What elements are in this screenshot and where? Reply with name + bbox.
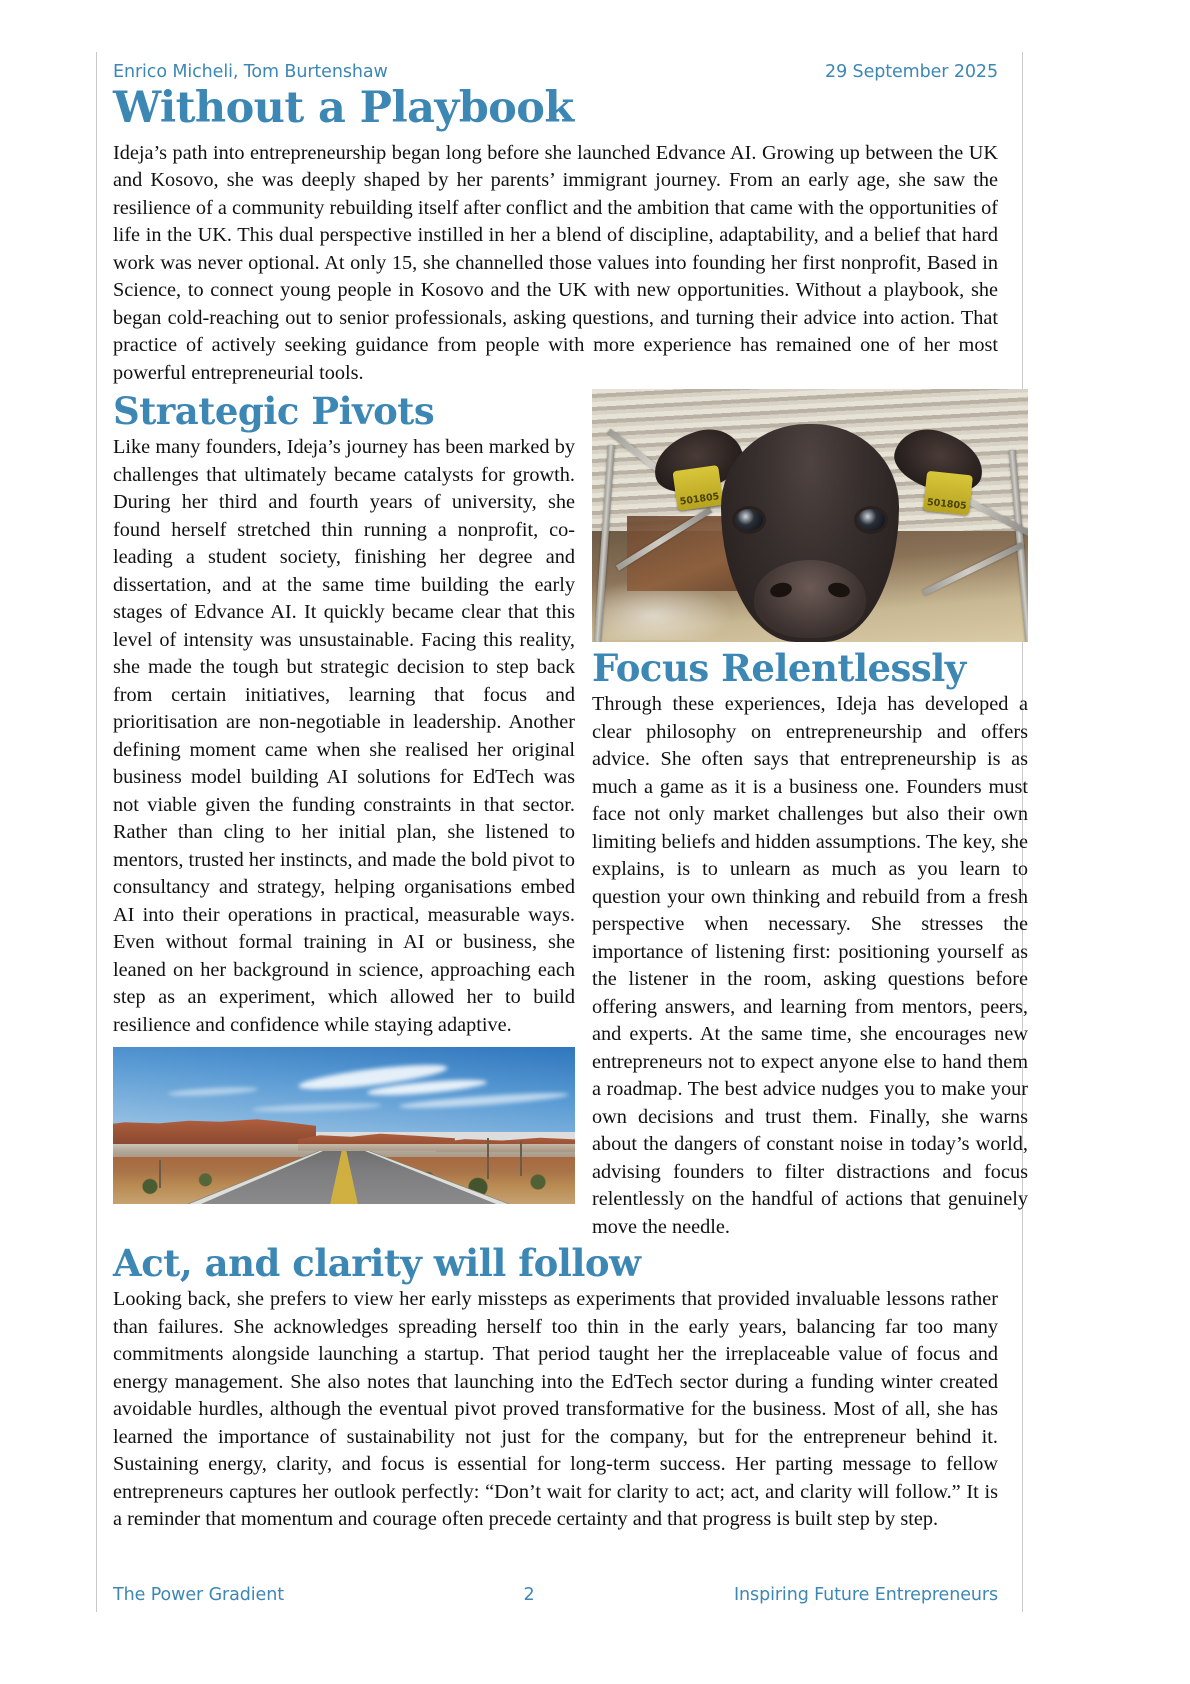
utility-pole (159, 1160, 161, 1188)
running-head-date: 29 September 2025 (825, 62, 998, 82)
footer-publication-name: The Power Gradient (113, 1585, 284, 1605)
calf-nostril-left (768, 581, 792, 599)
footer-tagline: Inspiring Future Entrepreneurs (734, 1585, 998, 1605)
calf-portrait-figure (592, 389, 1028, 642)
section-body-act-and-clarity: Looking back, she prefers to view her early missteps as experiments that provided invaluable lessons rather than failures. She acknowledges spreading herself too thin in the early years, balancing far too many commitments alongside launching a startup. That period taught her the irreplaceable value of focus and energy management. She also notes that launching into the EdTech sector during a funding winter created avoidable hurdles, although the eventual pivot proved transformative for the business. Most of all, she has learned the importance of sustainability not just for the company, but for the entrepreneur behind it. Sustaining energy, clarity, and focus is essential for long-term success. Her parting message to fellow entrepreneurs captures her outlook perfectly: “Don’t wait for clarity to act; act, and clarity will follow.” It is a reminder that momentum and courage often precede certainty and that progress is built step by step. (113, 1288, 998, 1531)
utility-pole (520, 1141, 522, 1176)
calf-muzzle (754, 560, 866, 638)
calf-eye-right (857, 509, 885, 531)
section-body-focus-relentlessly: Through these experiences, Ideja has developed a clear philosophy on entrepreneurship and offers advice. She often says that entrepreneurship is as much a game as it is a business one. Founders must face not only market challenges but also their own limiting beliefs and hidden assumptions. The key, she explains, is to unlearn as much as you learn to question your own thinking and rebuild from a fresh perspective when necessary. She stresses the importance of listening first: positioning yourself as the listener in the room, asking questions before offering answers, and learning from mentors, peers, and experts. At the same time, she encourages new entrepreneurs not to expect anyone else to hand them a roadmap. The best advice nudges you to make your own decisions and trust them. Finally, she warns about the dangers of constant noise in today’s world, advising founders to filter distractions and focus relentlessly on the handful of actions that genuinely move the needle. (592, 693, 1028, 1238)
utility-pole (487, 1138, 489, 1179)
running-head-authors: Enrico Micheli, Tom Burtenshaw (113, 62, 388, 82)
article-title: Without a Playbook (113, 83, 574, 133)
section-heading-act-and-clarity: Act, and clarity will follow (113, 1241, 641, 1286)
calf-nostril-right (827, 581, 851, 599)
left-column (113, 389, 575, 1241)
left-margin-rule (96, 52, 97, 1612)
desert-road-figure (113, 1047, 575, 1204)
two-column-band (113, 389, 1028, 1241)
footer-page-number: 2 (523, 1585, 535, 1605)
calf-head (721, 424, 899, 642)
right-column (592, 389, 1028, 1241)
article-intro-paragraph: Ideja’s path into entrepreneurship began long before she launched Edvance AI. Growing up between the UK and Kosovo, she was deeply shaped by her parents’ immigrant journey. From an early age, she saw the resilience of a community rebuilding itself after conflict and the ambition that came with the opportunities of life in the UK. This dual perspective instilled in her a blend of discipline, adaptability, and a belief that hard work was never optional. At only 15, she channelled those values into founding her first nonprofit, Based in Science, to connect young people in Kosovo and the UK with new opportunities. Without a playbook, she began cold-reaching out to senior professionals, asking questions, and turning their advice into action. That practice of actively seeking guidance from people with more experience has remained one of her most powerful entrepreneurial tools. (113, 141, 998, 384)
page-content (113, 62, 1028, 1534)
running-head (113, 62, 998, 82)
mesa-ridge (113, 1119, 316, 1144)
section-body-strategic-pivots: Like many founders, Ideja’s journey has been marked by challenges that ultimately became catalysts for growth. During her third and fourth years of university, she found herself stretched thin running a nonprofit, co-leading a student society, finishing her degree and dissertation, and at the same time building the early stages of Edvance AI. It quickly became clear that this level of intensity was unsustainable. Facing this reality, she made the tough but strategic decision to step back from certain initiatives, learning that focus and prioritisation are non-negotiable in leadership. Another defining moment came when she realised her original business model building AI solutions for EdTech was not viable given the funding constraints in that sector. Rather than cling to her initial plan, she listened to mentors, trusted her instincts, and made the bold pivot to consultancy and strategy, helping organisations embed AI into their operations in practical, measurable ways. Even without formal training in AI or business, she leaned on her background in science, approaching each step as an experiment, which allowed her to build resilience and confidence while staying adaptive. (113, 436, 575, 1036)
ear-tag-right: 501805 (923, 470, 973, 515)
ear-tag-left: 501805 (672, 464, 723, 510)
section-heading-focus-relentlessly: Focus Relentlessly (592, 646, 966, 691)
page-footer (113, 1585, 998, 1605)
calf-eye-left (735, 509, 763, 531)
section-heading-strategic-pivots: Strategic Pivots (113, 389, 435, 434)
